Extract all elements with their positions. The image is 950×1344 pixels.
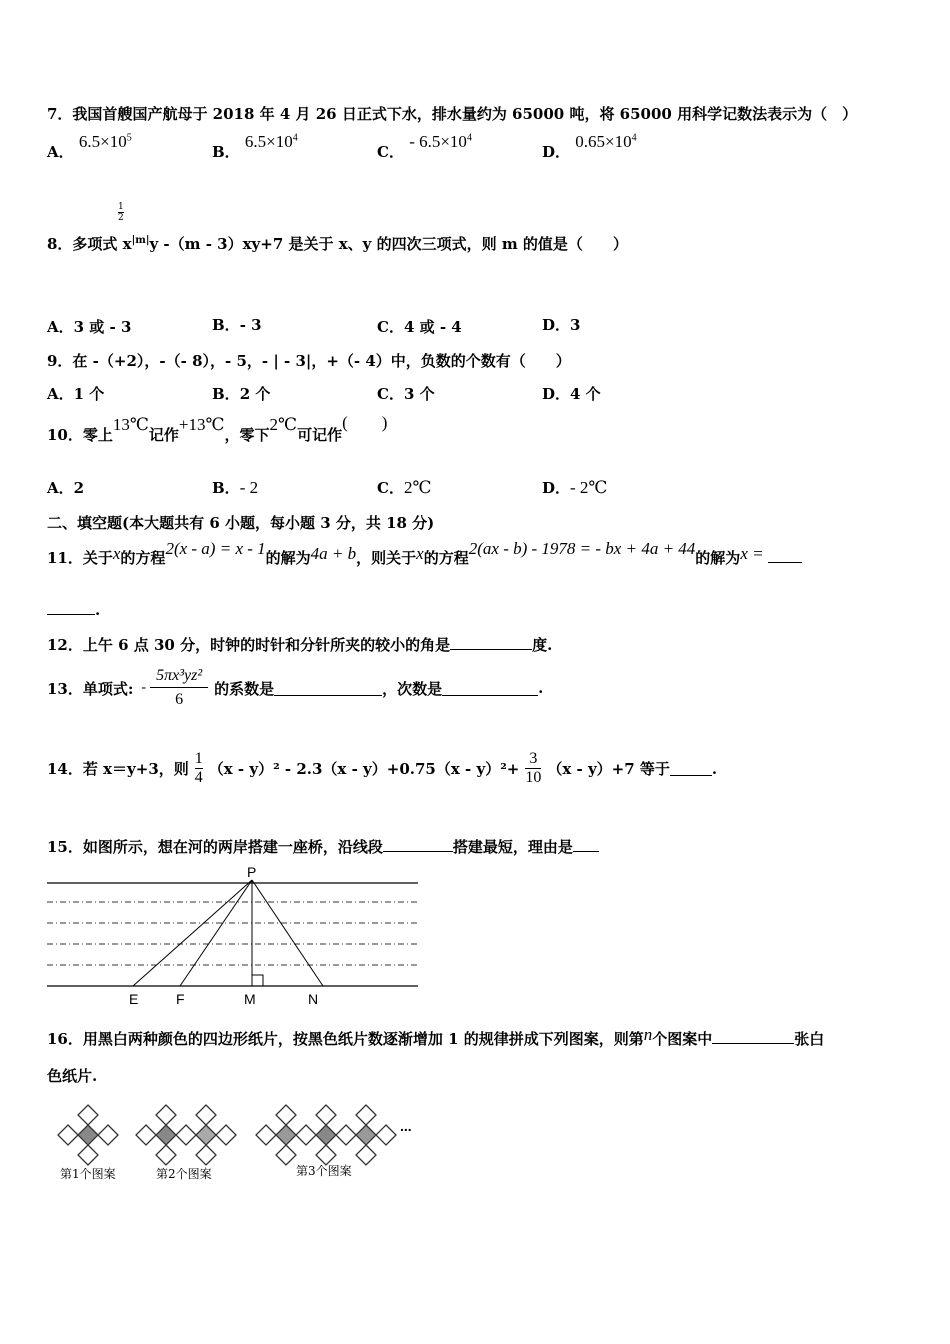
q7-option-d-label: D．: [542, 143, 571, 161]
white-tile: [336, 1125, 356, 1145]
white-tile: [296, 1125, 316, 1145]
q10-paren: ( ): [342, 413, 388, 432]
q8-x-exp: |m|: [131, 235, 150, 246]
q14-f1-num: 1: [194, 750, 203, 767]
white-tile: [276, 1105, 296, 1125]
q9-stem: 9．在 -（+2），-（- 8），- 5，- | - 3|，+（- 4）中，负数的个数有（ ）: [47, 352, 571, 370]
q7-option-b-label: B．: [212, 143, 240, 161]
q10-stem: [47, 413, 388, 445]
q13-p1: 13．单项式:: [47, 679, 134, 698]
q11-var-x: x: [112, 544, 121, 563]
q7-option-b: [212, 132, 298, 162]
point-F-label: F: [176, 991, 185, 1007]
q8-option-a-label: A．: [47, 318, 74, 336]
segment-PN: [252, 880, 323, 986]
q13-p3: ，次数是: [382, 679, 443, 698]
q11-p2: 的方程: [120, 549, 166, 567]
white-tile: [98, 1125, 118, 1145]
pattern-1-caption: 第1个图案: [60, 1167, 116, 1181]
q7-option-d: [542, 132, 637, 162]
black-tile: [78, 1125, 98, 1145]
q10-p2: 记作: [148, 426, 179, 444]
q10-option-c-text: 2℃: [403, 478, 432, 497]
white-tile: [356, 1105, 376, 1125]
q10-p4: 可记作: [297, 426, 343, 444]
q8-stem: 8．多项式 $x^{|m|}y$ -（m - 3）xy+7 是关于 x、y 的四次三项式，则 m 的值是（ ）: [47, 235, 628, 253]
q12-p1: 12．上午 6 点 30 分，时钟的时针和分针所夹的较小的角是: [47, 636, 451, 654]
q7-option-a-exp: 5: [126, 132, 132, 144]
q9-option-d-label: D．: [542, 385, 571, 403]
q13-p4: .: [538, 679, 544, 697]
q10-option-b-text: - 2: [239, 478, 259, 497]
q11-p6: 的解为: [695, 549, 741, 567]
q16-stem: [47, 1025, 825, 1049]
q15-p2: 搭建最短，理由是: [452, 838, 573, 856]
q7-option-a-base: 6.5×10: [78, 132, 127, 151]
q9-option-c-label: C．: [377, 385, 404, 403]
q13-minus: -: [141, 680, 147, 695]
q16-line2: 色纸片.: [47, 1067, 98, 1085]
q7-option-c-base: - 6.5×10: [409, 132, 467, 151]
q13-blank-coefficient[interactable]: [274, 681, 382, 696]
q8-exp-den: 2: [118, 213, 124, 223]
q16-var-n: n: [643, 1025, 653, 1044]
q9-option-a-text: 1 个: [73, 385, 105, 403]
white-tile: [376, 1125, 396, 1145]
q7-option-d-exp: 4: [631, 132, 637, 144]
black-tile: [316, 1125, 336, 1145]
q12-p2: 度.: [532, 636, 553, 654]
white-tile: [216, 1125, 236, 1145]
q11-p5: 的方程: [423, 549, 469, 567]
q14-fraction-1: [195, 750, 203, 787]
q11-blank-2[interactable]: [47, 600, 95, 615]
q15-p1: 15．如图所示，想在河的两岸搭建一座桥，沿线段: [47, 838, 383, 856]
q11-p4: ，则关于: [356, 549, 417, 567]
q16-p1: 16．用黑白两种颜色的四边形纸片，按黑色纸片数逐渐增加 1 的规律拼成下列图案，则第: [47, 1030, 644, 1048]
white-tile: [78, 1145, 98, 1165]
q10-option-c: [377, 477, 431, 498]
q14-blank[interactable]: [670, 761, 712, 776]
q13-fraction: [150, 667, 208, 709]
q16-blank[interactable]: [712, 1029, 794, 1044]
pattern-1: [58, 1105, 118, 1165]
q7-option-a-label: A．: [47, 143, 74, 161]
q8-option-a: [47, 316, 131, 337]
q13-stem: [47, 667, 543, 709]
q11-sol: 4a + b: [310, 544, 357, 563]
q7-option-c-value: [409, 132, 472, 151]
white-tile: [78, 1105, 98, 1125]
q14-p1: 14．若 x＝y+3，则: [47, 760, 189, 778]
point-E-label: E: [129, 991, 139, 1007]
white-tile: [256, 1125, 276, 1145]
q11-answer-x: x =: [740, 544, 768, 563]
q14-p3: （x - y）+7 等于: [547, 760, 670, 778]
q10-option-d: [542, 477, 607, 498]
segment-PF: [180, 880, 252, 986]
q10-option-b: [212, 477, 258, 498]
white-tile: [196, 1145, 216, 1165]
q13-denominator: 6: [150, 687, 208, 709]
white-tile: [316, 1145, 336, 1165]
pattern-2: [136, 1105, 236, 1165]
q8-option-a-text: 3 或 - 3: [73, 318, 132, 336]
q11-line2: .: [47, 600, 100, 619]
q8-option-c-text: 4 或 - 4: [403, 318, 462, 336]
pattern-figure: [50, 1098, 430, 1188]
pattern-2-caption: 第2个图案: [156, 1167, 212, 1181]
q14-fraction-2: [525, 750, 541, 787]
q11-var-x2: x: [416, 544, 424, 563]
q11-stem: [47, 539, 802, 568]
q10-option-c-label: C．: [377, 479, 404, 497]
q7-option-a-value: [79, 132, 132, 151]
q14-stem: [47, 750, 717, 787]
q10-option-a: [47, 477, 84, 498]
q9-option-c-text: 3 个: [403, 385, 435, 403]
q10-option-a-text: 2: [73, 479, 85, 497]
white-tile: [136, 1125, 156, 1145]
q12-blank[interactable]: [450, 635, 532, 650]
q14-p2: （x - y）² - 2.3（x - y）+0.75（x - y）²+: [208, 760, 520, 778]
q14-p4: .: [711, 759, 718, 778]
right-angle-mark: [252, 975, 263, 986]
q15-blank-reason[interactable]: [573, 837, 599, 852]
q8-prefix: 8．多项式: [47, 235, 118, 253]
q11-p3: 的解为: [265, 549, 311, 567]
point-M-label: M: [244, 991, 256, 1007]
black-tile: [356, 1125, 376, 1145]
q8-rest: y -（m - 3）xy+7 是关于 x、y 的四次三项式，则 m 的值是（ ）: [149, 235, 628, 253]
q15-blank-segment[interactable]: [383, 837, 453, 852]
q9-option-b-label: B．: [212, 385, 240, 403]
pattern-3-caption: 第3个图案: [296, 1164, 352, 1178]
q7-option-d-value: [575, 132, 636, 151]
q7-option-b-exp: 4: [292, 132, 298, 144]
q9-option-b-text: 2 个: [239, 385, 271, 403]
q10-v2: +13℃: [178, 415, 225, 434]
q9-option-c: [377, 383, 435, 404]
white-tile: [156, 1105, 176, 1125]
segment-PE: [133, 880, 252, 986]
section-2-heading: 二、填空题(本大题共有 6 小题，每小题 3 分，共 18 分): [47, 514, 435, 532]
q14-f2-num: 3: [529, 750, 538, 767]
q13-numerator: 5πx³yz²: [156, 667, 203, 684]
bridge-figure: [40, 862, 430, 1012]
white-tile: [276, 1145, 296, 1165]
q9-option-d: [542, 383, 601, 404]
q10-option-d-text: - 2℃: [570, 478, 608, 497]
pattern-ellipsis: ...: [400, 1118, 412, 1134]
q8-exponent-fraction: [118, 202, 124, 223]
q8-option-d-label: D．: [542, 316, 571, 334]
white-tile: [156, 1145, 176, 1165]
q9-option-a-label: A．: [47, 385, 74, 403]
q7-option-c: [377, 132, 472, 162]
q13-p2: 的系数是: [214, 679, 275, 698]
black-tile: [276, 1125, 296, 1145]
q8-option-b-label: B．: [212, 316, 240, 334]
q8-option-c: [377, 316, 462, 337]
q11-p1: 11．关于: [47, 549, 113, 567]
q10-option-b-label: B．: [212, 479, 240, 497]
black-tile: [196, 1125, 216, 1145]
q8-option-d-text: 3: [570, 316, 581, 334]
black-tile: [156, 1125, 176, 1145]
q14-f2-den: 10: [525, 769, 542, 786]
q11-eq1: 2(x - a) = x - 1: [165, 539, 266, 558]
point-N-label: N: [308, 991, 319, 1007]
q9-option-b: [212, 383, 270, 404]
q8-option-b-text: - 3: [239, 316, 262, 334]
q11-blank-1[interactable]: [768, 548, 802, 563]
q10-option-a-label: A．: [47, 479, 74, 497]
q8-option-c-label: C．: [377, 318, 404, 336]
q14-f1-den: 4: [194, 769, 203, 786]
q9-option-a: [47, 383, 104, 404]
q7-option-a: [47, 132, 132, 162]
q7-option-b-value: [245, 132, 298, 151]
white-tile: [176, 1125, 196, 1145]
q16-p3: 张白: [794, 1030, 825, 1048]
q7-option-d-base: 0.65×10: [575, 132, 632, 151]
white-tile: [356, 1145, 376, 1165]
q10-p3: ，零下: [224, 426, 270, 444]
q10-v1: 13℃: [112, 415, 149, 434]
point-P-label: P: [247, 864, 257, 880]
q8-option-d: [542, 314, 580, 335]
white-tile: [58, 1125, 78, 1145]
q11-eq2: 2(ax - b) - 1978 = - bx + 4a + 44: [468, 539, 696, 558]
q13-blank-degree[interactable]: [442, 681, 538, 696]
q12-stem: [47, 634, 552, 655]
q10-p1: 10．零上: [47, 426, 113, 444]
q9-option-d-text: 4 个: [570, 385, 601, 403]
white-tile: [196, 1105, 216, 1125]
pattern-3: [256, 1105, 396, 1165]
q8-exp-num: 1: [118, 202, 124, 212]
q7-stem: 7．我国首艘国产航母于 2018 年 4 月 26 日正式下水，排水量约为 65000 吨，将 65000 用科学记数法表示为（ ）: [47, 105, 858, 123]
q7-option-c-exp: 4: [466, 132, 472, 144]
q16-p2: 个图案中: [652, 1030, 713, 1048]
q10-option-d-label: D．: [542, 479, 571, 497]
q15-stem: [47, 836, 599, 857]
white-tile: [316, 1105, 336, 1125]
q8-option-b: [212, 314, 262, 335]
q7-option-c-label: C．: [377, 143, 404, 161]
q7-option-b-base: 6.5×10: [244, 132, 293, 151]
q10-v3: 2℃: [269, 415, 298, 434]
